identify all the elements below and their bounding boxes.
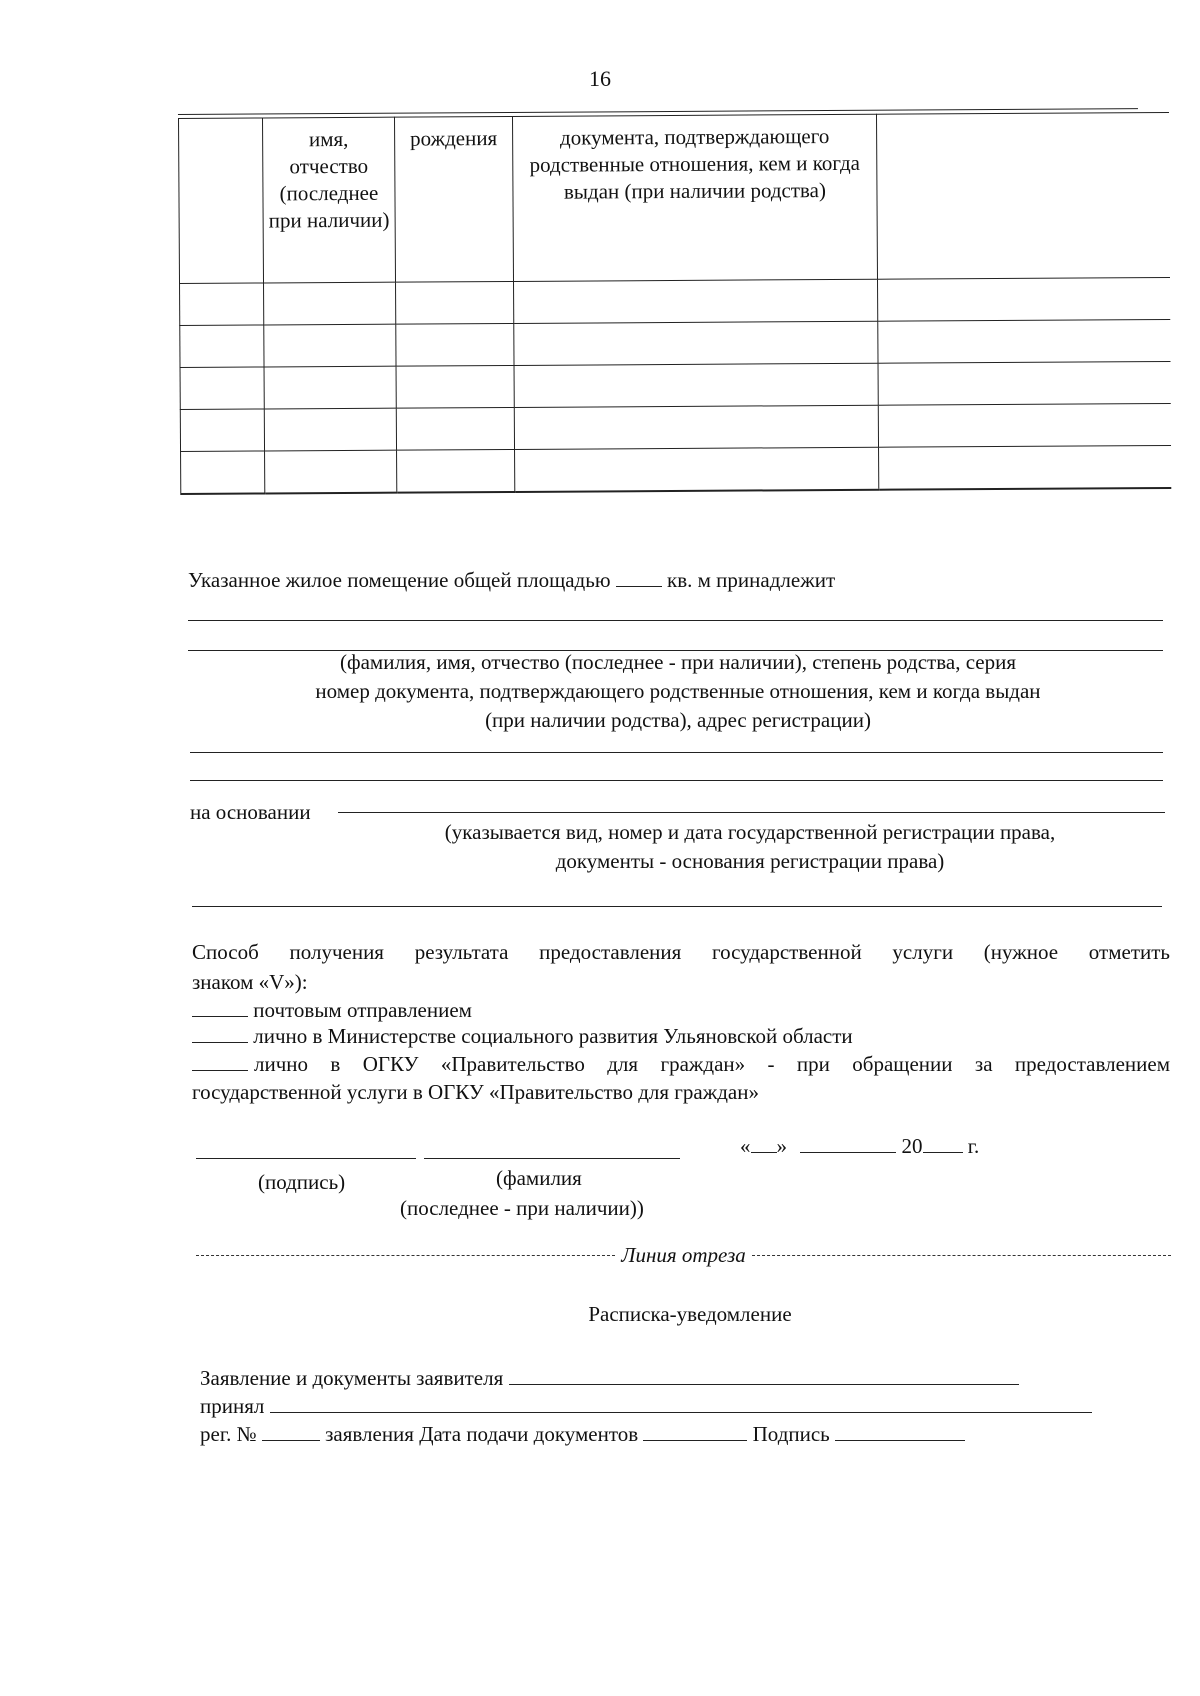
name-caption-line2: (последнее - при наличии)) [400,1196,644,1220]
receipt-reg-mid: заявления Дата подачи документов [325,1422,639,1446]
table-cell[interactable] [878,403,1170,447]
table-cell[interactable] [180,283,264,326]
day-blank[interactable] [751,1134,777,1153]
relatives-table [178,112,1171,495]
table-header-cell-document: документа, подтверждающего родственные отношения, кем и когда выдан (при наличии родства) [512,114,877,281]
table-cell[interactable] [264,408,396,451]
receipt-reg-blank[interactable] [262,1422,320,1441]
name-line[interactable] [424,1158,680,1159]
table-cell[interactable] [396,365,514,408]
delivery-option-ministry [192,1024,853,1049]
receipt-docs [200,1366,1019,1391]
receipt-reg-label: рег. № [200,1422,257,1446]
table-header-cell-num [179,118,264,284]
cut-line-label: Линия отреза [621,1243,746,1267]
year-suffix: г. [967,1134,980,1158]
receipt-accepted-blank[interactable] [270,1394,1092,1413]
table-cell[interactable] [264,282,396,325]
table-cell[interactable] [878,361,1170,405]
receipt-sign-label: Подпись [752,1422,830,1446]
basis-caption [380,818,1120,876]
owner-caption-line1: (фамилия, имя, отчество (последнее - при наличии), степень родства, серия [340,650,1016,674]
table-cell[interactable] [879,445,1171,489]
page-number: 16 [589,66,611,91]
signature-line[interactable] [196,1158,416,1159]
table-row [180,403,1170,451]
ministry-checkbox[interactable] [192,1024,248,1043]
month-blank[interactable] [800,1134,896,1153]
table-cell[interactable] [396,407,514,450]
basis-line-2[interactable] [192,906,1162,907]
delivery-option-ogku-label: лично в ОГКУ «Правительство для граждан» - при обращении за предоставлением [254,1052,1170,1076]
table-header-cell-extra [876,112,1169,279]
date-open-quote: « [740,1134,751,1158]
delivery-option-ogku-cont: государственной услуги в ОГКУ «Правительство для граждан» [192,1080,759,1104]
area-statement [188,568,835,593]
receipt-docs-blank[interactable] [509,1366,1019,1385]
receipt-date-blank[interactable] [643,1422,747,1441]
basis-caption-line2: документы - основания регистрации права) [555,849,945,873]
relatives-table-wrap [178,112,1170,495]
delivery-option-ministry-label: лично в Министерстве социального развития Ульяновской области [253,1024,853,1048]
owner-caption-line3: (при наличии родства), адрес регистрации) [485,708,871,732]
owner-line-4[interactable] [190,780,1163,781]
delivery-option-mail-label: почтовым отправлением [253,998,472,1022]
table-row [180,319,1170,367]
receipt-docs-label: Заявление и документы заявителя [200,1366,504,1390]
table-cell[interactable] [181,451,265,494]
cut-line-dash-right [752,1255,1171,1256]
year-blank[interactable] [923,1134,963,1153]
owner-line-3[interactable] [190,752,1163,753]
year-prefix: 20 [901,1134,923,1158]
owner-line-1[interactable] [188,620,1163,621]
receipt-title: Расписка-уведомление [588,1302,792,1326]
owner-caption [188,648,1168,735]
table-cell[interactable] [514,405,878,449]
area-statement-prefix: Указанное жилое помещение общей площадью [188,568,611,592]
ogku-checkbox[interactable] [192,1052,248,1071]
receipt-accepted [200,1394,1092,1419]
signature-caption: (подпись) [258,1170,346,1194]
mail-checkbox[interactable] [192,998,248,1017]
table-cell[interactable] [515,447,879,492]
table-cell[interactable] [514,321,878,365]
delivery-option-ogku [192,1052,1170,1077]
delivery-option-mail [192,998,472,1023]
table-cell[interactable] [180,325,264,368]
table-header-cell-name: имя, отчество (последнее при наличии) [263,117,396,283]
basis-line[interactable] [338,812,1165,813]
date-field [740,1134,979,1159]
table-cell[interactable] [878,319,1170,363]
table-cell[interactable] [396,281,514,324]
owner-caption-line2: номер документа, подтверждающего родственные отношения, кем и когда выдан [315,679,1041,703]
area-statement-suffix: кв. м принадлежит [667,568,836,592]
delivery-intro-cont: знаком «V»): [192,970,308,994]
table-cell[interactable] [396,323,514,366]
cut-line-dash-left [196,1255,615,1256]
table-cell[interactable] [180,367,264,410]
table-row [180,361,1170,409]
cut-line [196,1243,1171,1268]
table-cell[interactable] [264,324,396,367]
basis-label: на основании [190,800,311,824]
table-cell[interactable] [397,449,515,492]
basis-caption-line1: (указывается вид, номер и дата государственной регистрации права, [444,820,1056,844]
name-caption-line1: (фамилия [496,1166,582,1190]
receipt-sign-blank[interactable] [835,1422,965,1441]
date-close-quote: » [776,1134,787,1158]
table-cell[interactable] [265,450,397,493]
table-cell[interactable] [514,279,878,323]
table-cell[interactable] [180,409,264,452]
area-blank[interactable] [616,568,662,587]
receipt-accepted-label: принял [200,1394,265,1418]
receipt-reg [200,1422,965,1447]
table-header-row [179,112,1170,283]
table-cell[interactable] [877,277,1169,321]
table-row [180,277,1170,325]
delivery-intro: Способ получения результата предоставления государственной услуги (нужное отметить [192,940,1170,964]
table-cell[interactable] [514,363,878,407]
table-cell[interactable] [264,366,396,409]
table-header-cell-birth: рождения [394,116,513,282]
table-row [181,445,1171,494]
